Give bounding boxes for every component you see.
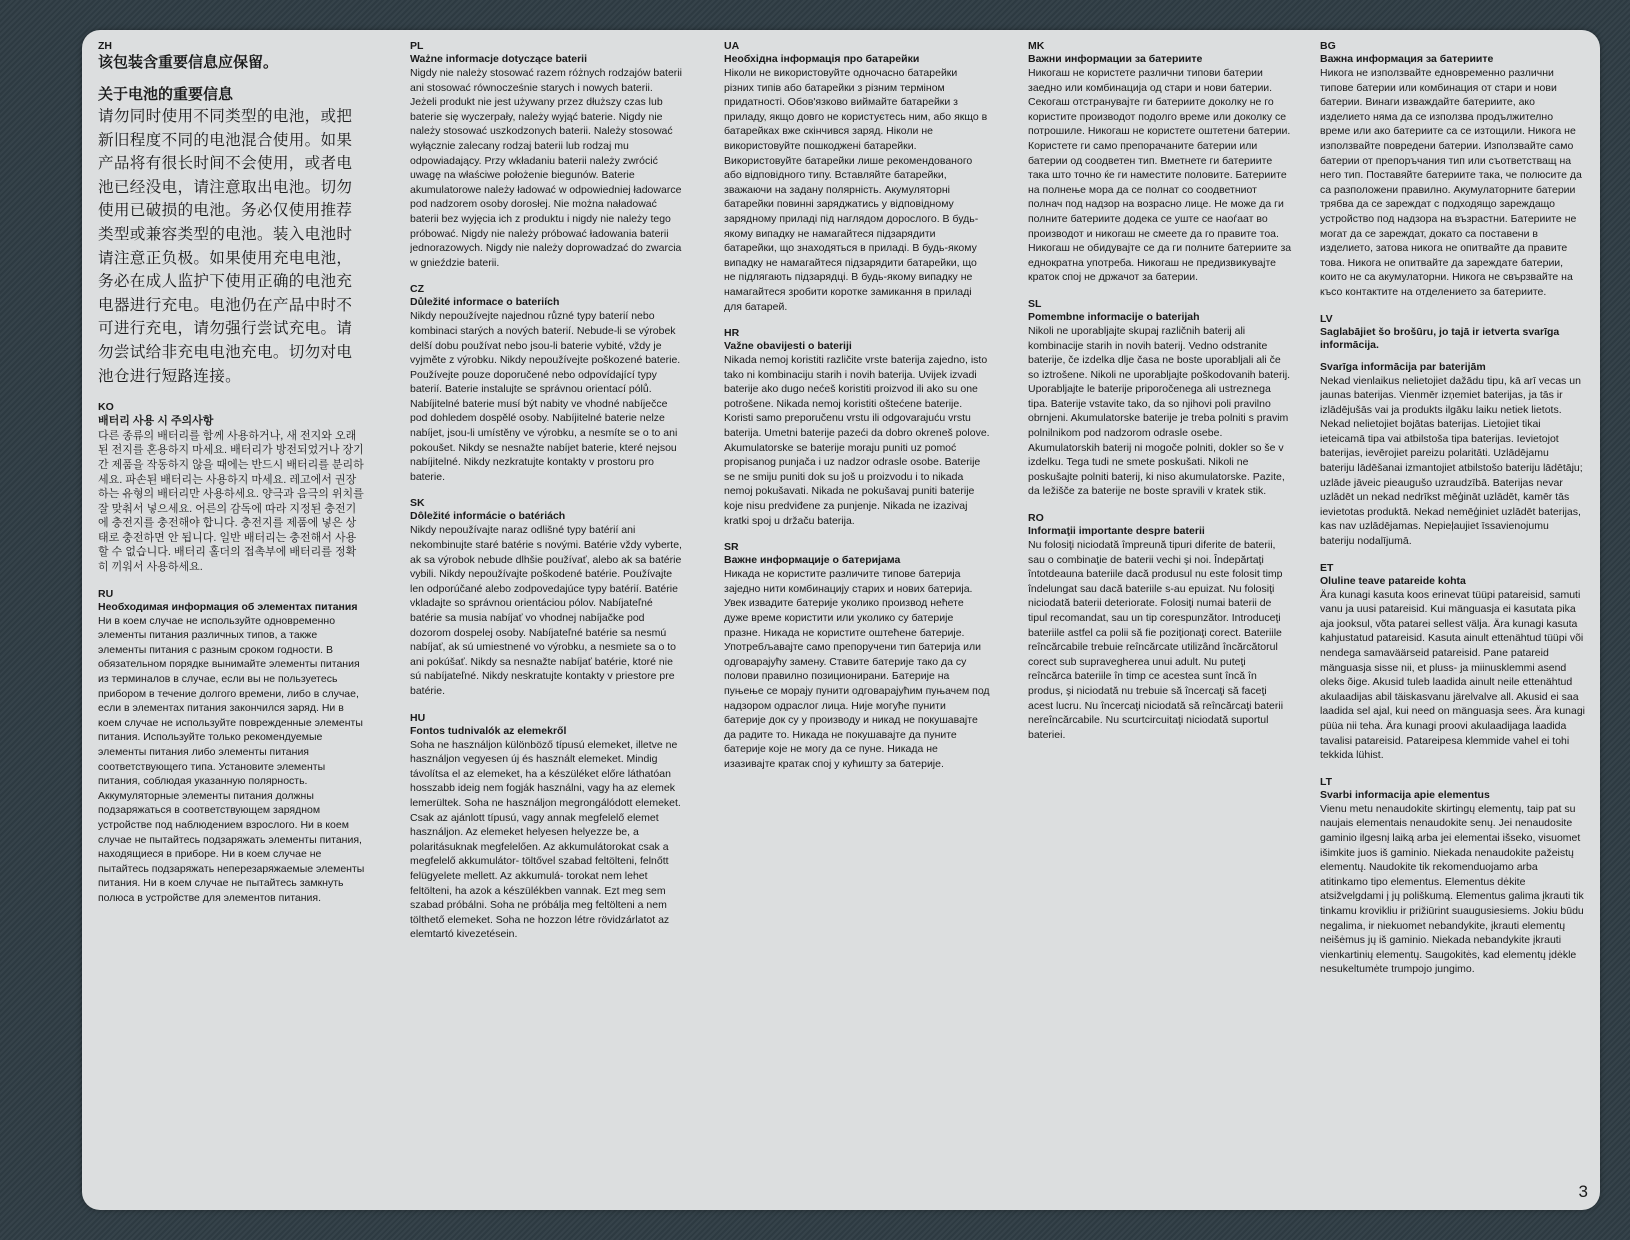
section-body: 请勿同时使用不同类型的电池，或把新旧程度不同的电池混合使用。如果产品将有很长时间不会使用，或者电池已经没电，请注意取出电池。切勿使用已破损的电池。务必仅使用推荐类型或兼容类型的电池。装入电池时请注意正负极。如果使用充电电池，务必在成人监护下使用正确的电池充电器进行充电。电池仍在产品中时不可进行充电，请勿强行尝试充电。请勿尝试给非充电电池充电。切勿对电池仓进行短路连接。 xyxy=(98,108,353,385)
section-body: Никада не користите различите типове батерија заједно нити комбинацију старих и нових батерија. Увек извадите батерије уколико производ нећете дуже време користити или уколико су батерије празне. Никада не користите оштећене батерије. Употребљавајте само препоручени тип батерија или одговарајућу замену. Ставите батерије тако да су полови правилно позиционирани. Батерије на пуњење се морају пунити одговарајућим пуњачем под надзором одраслог лица. Није могуће пунити батерије док су у производу и никад не покушавајте да радите то. Никада не покушавајте да пуните батерије које не могу да се пуне. Никада не изазивајте кратак спој у кућишту за батерије. xyxy=(724,568,990,770)
section-cz xyxy=(410,283,682,484)
language-code: LV xyxy=(1320,312,1333,325)
section-et xyxy=(1320,562,1586,763)
section-title: Pomembne informacije o baterijah xyxy=(1028,310,1200,323)
section-ko xyxy=(98,401,366,575)
language-code: ZH xyxy=(98,40,112,52)
section-title: Необходимая информация об элементах питания xyxy=(98,600,358,613)
section-title: Oluline teave patareide kohta xyxy=(1320,574,1466,587)
section-body: Ära kunagi kasuta koos erinevat tüüpi patareisid, samuti vanu ja uusi patareisid. Kui mänguasja ei kasutata pika aja jooksul, võta patarei sellest välja. Ära kunagi kasuta kahjustatud patareisid. Kasuta ainult ettenähtud tüüpi või nendega samaväärseid patareisid. Pane patareid mänguasja sisse nii, et pluss- ja miinusklemmi asend oleks õige. Akusid tuleb laadida ainult neile ettenähtud akulaadijas abil täiskasvanu järelvalve all. Akusid ei saa laadida sel ajal, kui need on mänguasja sees. Ära kunagi püüa nii teha. Ära kunagi proovi akulaadijaga laadida tavalisi patareisid. Patareipesa klemmide vahel ei tohi tekkida lühist. xyxy=(1320,588,1586,762)
column-3 xyxy=(724,40,990,1200)
section-body: Никогаш не користете различни типови батерии заедно или комбинација од стари и нови батерии. Секогаш отстранувајте ги батериите доколку не го користите производот подолго време или доколку се потрошиле. Никогаш не користете оштетени батерии. Користете ги само препорачаните батерии или батерии од соодветен тип. Вметнете ги батериите така што точно ќе ги наместите половите. Батериите на полнење мора да се полнат со соодветниот полнач под надзор на возрасно лице. Не може да ги полните батериите додека се уште се наоѓаат во производот и никогаш не смеете да го правите тоа. Никогаш не обидувајте се да ги полните батериите за еднократна употреба. Никогаш не предизвикувајте краток спој не држачот за батерии. xyxy=(1028,67,1292,284)
page-number: 3 xyxy=(1578,1182,1588,1201)
language-code: KO xyxy=(98,401,114,414)
section-title: Важне информације о батеријама xyxy=(724,554,901,567)
column-5 xyxy=(1320,40,1586,1200)
section-zh xyxy=(98,40,366,388)
section-body: Никога не използвайте едновременно различни типове батерии или комбинация от стари и нови батерии. Винаги изваждайте батериите, ако изделието няма да се използва продължително време или ако батериите са се изтощили. Никога не използвайте повредени батерии. Използвайте само батерии от препоръчания тип или съответстващ на него тип. Поставяйте батериите така, че полюсите да са разположени правилно. Акумулаторните батерии трябва да се зареждат с подходящо зареждащо устройство под надзора на възрастни. Батериите не могат да се зареждат, докато са поставени в изделието, затова никога не опитвайте да правите това. Никога не опитвайте да зареждате батерии, които не са акумулаторни. Никога не свързвайте на късо контактите на отделението за батериите. xyxy=(1320,67,1582,298)
section-body: Nikoli ne uporabljajte skupaj različnih baterij ali kombinacije starih in novih baterij. Vedno odstranite baterije, če izdelka dlje časa ne boste uporabljali ali če so iztrošene. Nikoli ne uporabljajte poškodovanih baterij. Uporabljajte le baterije priporočenega ali ustreznega tipa. Baterije vstavite tako, da so njihovi poli pravilno obrnjeni. Akumulatorske baterije je treba polniti s pravim polnilnikom pod nadzorom odrasle osebe. Akumulatorskih baterij ni mogoče polniti, dokler so še v izdelku. Tega tudi ne smete poskušati. Nikoli ne poskušajte polniti baterij, ki niso akumulatorske. Pazite, da ležišče za baterije ne boste spravili v kratek stik. xyxy=(1028,324,1291,498)
language-code: RU xyxy=(98,587,114,600)
section-hr xyxy=(724,327,990,528)
section-title: Saglabājiet šo brošūru, jo tajā ir ietverta svarīga informācija. xyxy=(1320,325,1560,351)
section-body: Nigdy nie należy stosować razem różnych rodzajów baterii ani stosować równocześnie starych i nowych baterii. Jeżeli produkt nie jest używany przez dłuższy czas lub baterie się wyczerpały, należy wyjąć baterie. Nigdy nie należy stosować uszkodzonych baterii. Należy stosować wyłącznie zalecany rodzaj baterii lub rodzaj mu odpowiadający. Przy wkładaniu baterii należy zwrócić uwagę na właściwe położenie biegunów. Baterie akumulatorowe należy ładować w odpowiedniej ładowarce pod nadzorem osoby dorosłej. Nie można naładować baterii bez wyjęcia ich z produktu i nigdy nie należy tego próbować. Nigdy nie należy próbować ładowania baterii jednorazowych. Nigdy nie należy doprowadzać do zwarcia w gnieździe baterii. xyxy=(410,67,682,269)
column-2 xyxy=(410,40,682,1200)
section-lv xyxy=(1320,313,1586,549)
language-code: SR xyxy=(724,541,739,554)
section-body: 다른 종류의 배터리를 함께 사용하거나, 새 전지와 오래된 전지를 혼용하지 마세요. 배터리가 방전되었거나 장기간 제품을 작동하지 않을 때에는 반드시 배터리를 분리하세요. 파손된 배터리는 사용하지 마세요. 레고에서 권장하는 유형의 배터리만 사용하세요. 양극과 음극의 위치를 잘 맞춰서 넣으세요. 어른의 감독에 따라 지정된 충전기에 충전지를 충전해야 합니다. 충전지를 제품에 넣은 상태로 충전하면 안 됩니다. 일반 배터리는 충전해서 사용할 수 없습니다. 배터리 홀더의 접촉부에 배터리를 정확히 끼워서 사용하세요. xyxy=(98,429,364,574)
section-mk xyxy=(1028,40,1292,285)
section-sk xyxy=(410,497,682,698)
instruction-page xyxy=(82,30,1600,1210)
section-title: Důležité informace o bateriích xyxy=(410,296,560,309)
column-4 xyxy=(1028,40,1292,1200)
section-title: Важни информации за батериите xyxy=(1028,53,1203,65)
section-bg xyxy=(1320,40,1586,300)
section-title: Важна информация за батериите xyxy=(1320,53,1494,65)
language-code: HR xyxy=(724,327,740,340)
language-code: MK xyxy=(1028,40,1045,52)
language-code: ET xyxy=(1320,561,1334,574)
section-body: Nikada nemoj koristiti različite vrste baterija zajedno, isto tako ni kombinaciju starih i novih baterija. Uvijek izvadi baterije ako dugo nećeš koristiti proizvod ili ako su one potrošene. Nikada nemoj koristiti oštećene baterije. Koristi samo preporučenu vrstu ili odgovarajuću vrstu baterija. Umetni baterije pazeći da dobro okreneš polove. Akumulatorske se baterije moraju puniti uz pomoć propisanog punjača i uz nadzor odrasle osobe. Baterije se ne smiju puniti dok su još u proizvodu i to nikada nemoj pokušavati. Nikada ne pokušavaj puniti baterije koje nisu predviđene za punjenje. Nikada ne izazivaj kratki spoj u držaču baterija. xyxy=(724,354,990,527)
language-code: BG xyxy=(1320,40,1336,52)
section-body: Ни в коем случае не используйте одновременно элементы питания различных типов, а также элементы питания с разным сроком годности. В обязательном порядке вынимайте элементы питания из терминалов в случае, если вы не пользуетесь прибором в течение долгого времени, либо в случае, если в элементах питания закончился заряд. Ни в коем случае не используйте поврежденные элементы питания. Используйте только рекомендуемые элементы питания либо элементы питания соответствующего типа. Установите элементы питания, соблюдая указанную полярность. Аккумуляторные элементы питания должны подзаряжаться в соответствующем зарядном устройстве под наблюдением взрослого. Ни в коем случае не пытайтесь подзаряжать элементы питания, находящиеся в приборе. Ни в коем случае не пытайтесь подзаряжать неперезаряжаемые элементы питания. Ни в коем случае не пытайтесь замкнуть полюса в устройстве для элементов питания. xyxy=(98,614,365,904)
section-ua xyxy=(724,40,990,314)
section-title: Ważne informacje dotyczące baterii xyxy=(410,53,587,65)
language-code: RO xyxy=(1028,512,1044,525)
section-title: Informaţii importante despre baterii xyxy=(1028,525,1205,538)
section-hu xyxy=(410,712,682,942)
section-pl xyxy=(410,40,682,270)
section-title: 배터리 사용 시 주의사항 xyxy=(98,415,214,428)
section-body: Ніколи не використовуйте одночасно батарейки різних типів або батарейки з різним терміном придатності. Обов'язково виймайте батарейки з приладу, якщо довго не користуєтесь ним, або якщо в батарейках вже скінчився заряд. Ніколи не використовуйте пошкоджені батарейки. Використовуйте батарейки лише рекомендованого або відповідного типу. Вставляйте батарейки, зважаючи на задану полярність. Акумуляторні батарейки повинні заряджатись у відповідному зарядному приладі під наглядом дорослого. В будь-якому випадку не намагайтеся підзарядити батарейки, що знаходяться в приладі. В будь-якому випадку не намагайтеся підзарядити батарейки, що не підлягають підзарядці. В будь-якому випадку не намагайтеся зробити коротке замикання в приладі для батарей. xyxy=(724,67,988,313)
language-code: SK xyxy=(410,497,425,510)
section-body: Nu folosiţi niciodată împreună tipuri diferite de baterii, sau o combinaţie de baterii vechi şi noi. Îndepărtaţi întotdeauna bateriile dacă produsul nu este folosit timp îndelungat sau dacă bateriile s-au epuizat. Nu folosiţi niciodată baterii deteriorate. Folosiţi numai baterii de tipul recomandat, sau un tip corespunzător. Introduceţi bateriile astfel ca polii să fie poziţionaţi corect. Bateriile reîncărcabile trebuie reîncărcate utilizând încărcătorul corect sub supravegherea unui adult. Nu puteţi reîncărca bateriile în timp ce acestea sunt încă în produs, şi niciodată nu trebuie să încercaţi să faceţi acest lucru. Nu încercaţi niciodată să reîncărcaţi baterii nereîncărcabile. Nu scurtcircuitaţi niciodată suportul bateriei. xyxy=(1028,539,1284,741)
section-body: Vienu metu nenaudokite skirtingų elementų, taip pat su naujais elementais nenaudokite senų. Jei nenaudosite gaminio ilgesnį laiką arba jei elementai išseko, visuomet išimkite juos iš gaminio. Niekada nenaudokite pažeistų elementų. Naudokite tik rekomenduojamo arba atitinkamo tipo elementus. Elementus dėkite atsižvelgdami į jų poliškumą. Elementus galima įkrauti tik tinkamu krovikliu ir prižiūrint suaugusiesiems. Jokiu būdu negalima, ir niekuomet nebandykite, įkrauti elementų neišėmus jų iš gaminio. Niekada nebandykite įkrauti vienkartinių elementų. Saugokitės, kad elementų įdėkle nesukeltumėte trumpojo jungimo. xyxy=(1320,802,1584,976)
language-code: LT xyxy=(1320,775,1333,788)
section-subtitle: Svarīga informācija par baterijām xyxy=(1320,360,1486,373)
section-title: 该包装含重要信息应保留。 xyxy=(98,54,279,71)
column-1 xyxy=(98,40,366,1200)
section-title: Dôležité informácie o batériách xyxy=(410,510,566,523)
section-body: Nikdy nepoužívajte naraz odlišné typy batérií ani nekombinujte staré batérie s novými. Batérie vždy vyberte, ak sa výrobok nebude dlhšie používať, alebo ak sa batérie vybili. Nikdy nepoužívajte poškodené batérie. Používajte len odporúčané alebo zodpovedajúce typy batérií. Batérie vkladajte so správnou orientáciou pólov. Nabíjateľné batérie sa musia nabíjať vo vhodnej nabíjačke pod dozorom dospelej osoby. Nabíjateľné batérie sa nesmú nabíjať, ak sú umiestnené vo výrobku, a nesmiete sa o to ani pokúšať. Nikdy sa nesnažte nabíjať batérie, ktoré nie sú nabíjateľné. Nikdy neskratujte kontakty v priestore pre batérie. xyxy=(410,524,682,697)
section-title: Fontos tudnivalók az elemekről xyxy=(410,724,567,737)
language-code: HU xyxy=(410,711,426,724)
section-lt xyxy=(1320,776,1586,977)
language-code: CZ xyxy=(410,283,424,296)
section-body: Soha ne használjon különböző típusú elemeket, illetve ne használjon vegyesen új és használt elemeket. Mindig távolítsa el az elemeket, ha a készüléket előre láthatóan hosszabb ideig nem fogják használni, vagy ha az elemek lemerültek. Soha ne használjon megrongálódott elemeket. Csak az ajánlott típusú, vagy annak megfelelő elemet használjon. Az elemeket helyesen helyezze be, a polaritásuknak megfelelően. Az akkumulátorokat csak a megfelelő akkumulátor- töltővel szabad feltölteni, felnőtt felügyelete mellett. Az akkumulá- torokat nem lehet feltölteni, ha azok a készülékben vannak. Ezt meg sem szabad próbálni. Soha ne próbálja meg feltölteni a nem tölthető elemeket. Soha ne hozzon létre rövidzárlatot az elemtartó kivezetésein. xyxy=(410,738,681,941)
section-ru xyxy=(98,588,366,906)
section-ro xyxy=(1028,512,1292,742)
section-subtitle: 关于电池的重要信息 xyxy=(98,86,234,103)
section-title: Važne obavijesti o bateriji xyxy=(724,340,852,353)
section-sr xyxy=(724,541,990,771)
section-title: Svarbi informacija apie elementus xyxy=(1320,788,1490,801)
section-body: Nekad vienlaikus nelietojiet dažādu tipu, kā arī vecas un jaunas baterijas. Vienmēr izņemiet baterijas, ja tās ir izlādējušās vai ja produkts ilgāku laiku netiek lietots. Nekad nelietojiet bojātas baterijas. Lietojiet tikai ieteicamā tipa vai atbilstoša tipa baterijas. Ievietojot baterijas, ievērojiet pareizu polaritāti. Uzlādējamu bateriju lādēšanai izmantojiet atbilstošo bateriju lādētāju; uzlāde jāveic pieaugušo uzraudzībā. Baterijas nevar uzlādēt un nekad nedrīkst mēģināt uzlādēt, kamēr tās ievietotas produktā. Nekad nemēģiniet uzlādēt baterijas, kas nav uzlādējamas. Nepieļaujiet īssavienojumu bateriju nodalījumā. xyxy=(1320,374,1583,548)
language-code: SL xyxy=(1028,297,1042,310)
language-code: PL xyxy=(410,40,424,52)
section-title: Необхідна інформація про батарейки xyxy=(724,53,920,65)
section-body: Nikdy nepoužívejte najednou různé typy baterií nebo kombinaci starých a nových baterií. Nebude-li se výrobek delší dobu používat nebo jsou-li baterie vybité, vždy je vyjměte z výrobku. Nikdy nepoužívejte poškozené baterie. Používejte pouze doporučené nebo odpovídající typy baterií. Baterie instalujte se správnou orientací pólů. Nabíjitelné baterie musí být nabity ve vhodné nabíječce pod dohledem dospělé osoby. Nabíjitelné baterie nelze nabíjet, jsou-li umístěny ve výrobku, a nesmíte se o to ani pokoušet. Nikdy se nesnažte nabíjet baterie, které nejsou nabíjitelné. Nikdy nezkratujte kontakty v prostoru pro baterie. xyxy=(410,310,681,483)
language-code: UA xyxy=(724,40,740,52)
section-sl xyxy=(1028,298,1292,499)
